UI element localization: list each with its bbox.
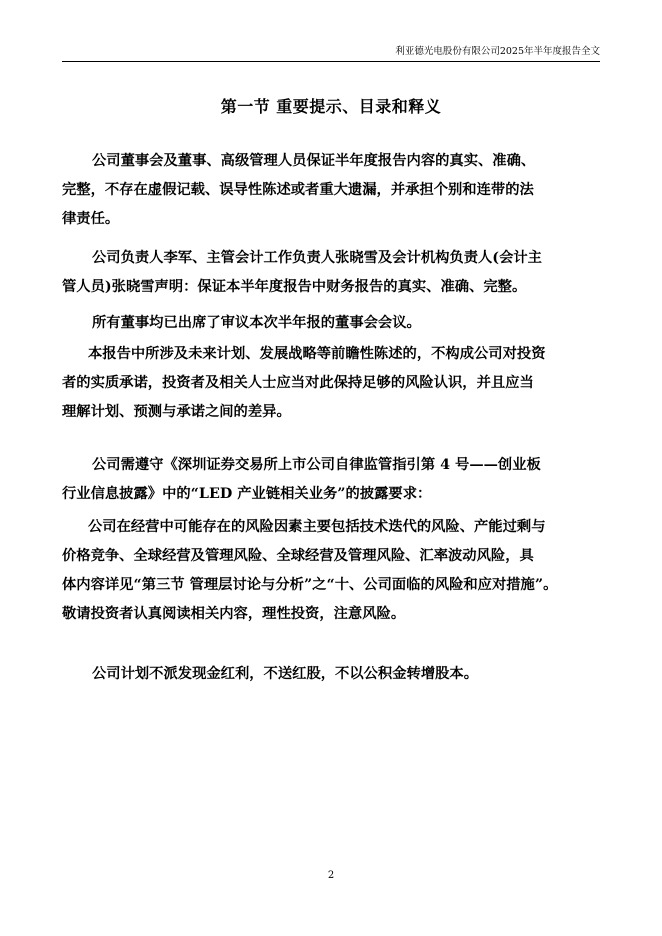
paragraph-line: 所有董事均已出席了审议本次半年报的董事会会议。 bbox=[92, 315, 421, 331]
paragraph-line: 管人员)张晓雪声明：保证本半年度报告中财务报告的真实、准确、完整。 bbox=[62, 279, 527, 295]
paragraph-risk-factors bbox=[62, 513, 557, 629]
paragraph-line: 价格竞争、全球经营及管理风险、全球经营及管理风险、汇率波动风险，具 bbox=[62, 548, 534, 564]
paragraph-line: 敬请投资者认真阅读相关内容，理性投资，注意风险。 bbox=[62, 606, 406, 622]
paragraph-line: 公司董事会及董事、高级管理人员保证半年度报告内容的真实、准确、 bbox=[92, 153, 536, 169]
paragraph-line: 体内容详见“第三节 管理层讨论与分析”之“十、公司面临的风险和应对措施”。 bbox=[62, 577, 558, 593]
paragraph-board-guarantee bbox=[62, 147, 535, 234]
section-title: 第一节 重要提示、目录和释义 bbox=[220, 97, 442, 116]
paragraph-forward-looking bbox=[62, 340, 546, 427]
paragraph-dividend-plan bbox=[92, 660, 478, 689]
paragraph-disclosure-guideline bbox=[62, 451, 541, 509]
paragraph-line: 者的实质承诺，投资者及相关人士应当对此保持足够的风险认识，并且应当 bbox=[62, 375, 534, 391]
paragraph-responsible-persons bbox=[62, 244, 542, 302]
paragraph-line: 公司需遵守《深圳证券交易所上市公司自律监管指引第 4 号——创业板 bbox=[92, 457, 541, 473]
paragraph-line: 律责任。 bbox=[62, 211, 120, 227]
paragraph-line: 理解计划、预测与承诺之间的差异。 bbox=[62, 404, 291, 420]
paragraph-line: 公司负责人李军、主管会计工作负责人张晓雪及会计机构负责人(会计主 bbox=[92, 250, 542, 266]
paragraph-directors-attendance bbox=[92, 309, 421, 338]
paragraph-line: 公司在经营中可能存在的风险因素主要包括技术迭代的风险、产能过剩与 bbox=[88, 519, 546, 535]
running-header: 利亚德光电股份有限公司2025年半年度报告全文 bbox=[395, 46, 600, 57]
paragraph-line: 本报告中所涉及未来计划、发展战略等前瞻性陈述的，不构成公司对投资 bbox=[88, 346, 546, 362]
paragraph-line: 公司计划不派发现金红利，不送红股，不以公积金转增股本。 bbox=[92, 666, 479, 682]
paragraph-line: 完整，不存在虚假记载、误导性陈述或者重大遗漏，并承担个别和连带的法 bbox=[62, 182, 534, 198]
header-divider bbox=[62, 61, 600, 62]
paragraph-line: 行业信息披露》中的“LED 产业链相关业务”的披露要求： bbox=[62, 486, 432, 502]
page-number: 2 bbox=[327, 870, 335, 881]
